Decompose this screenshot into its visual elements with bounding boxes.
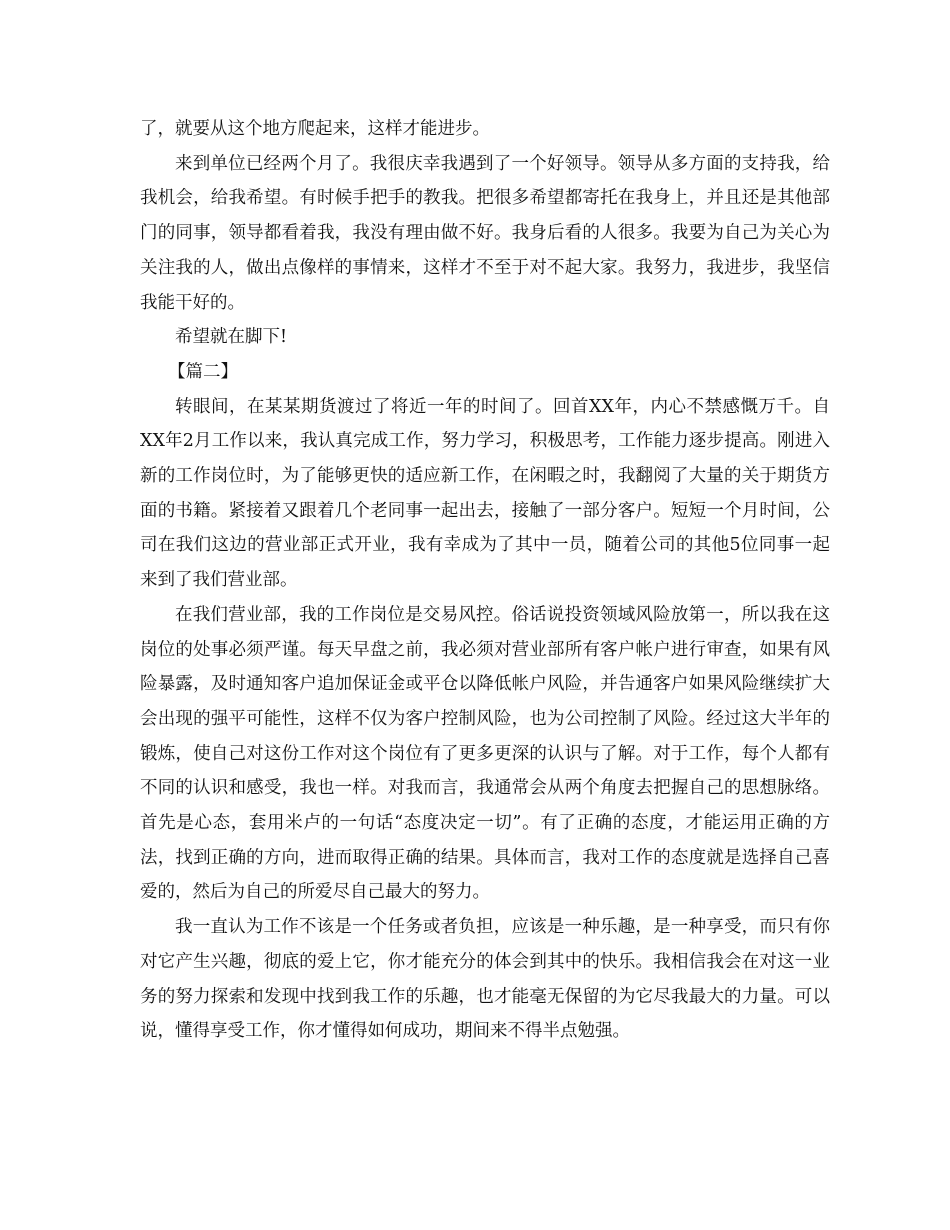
paragraph-risk-control: 在我们营业部，我的工作岗位是交易风控。俗话说投资领域风险放第一，所以我在这岗位的处事必须严谨。每天早盘之前，我必须对营业部所有客户帐户进行审查，如果有风险暴露，及时通知客户追加保证金或平仓以降低帐户风险，并告通客户如果风险继续扩大会出现的强平可能性，这样不仅为客户控制风险，也为公司控制了风险。经过这大半年的锻炼，使自己对这份工作对这个岗位有了更多更深的认识与了解。对于工作，每个人都有不同的认识和感受，我也一样。对我而言，我通常会从两个角度去把握自己的思想脉络。首先是心态，套用米卢的一句话“态度决定一切”。有了正确的态度，才能运用正确的方法，找到正确的方向，进而取得正确的结果。具体而言，我对工作的态度就是选择自己喜爱的，然后为自己的所爱尽自己最大的努力。 <box>140 604 830 903</box>
paragraph-continuation: 了，就要从这个地方爬起来，这样才能进步。 <box>140 119 490 139</box>
paragraph-hope: 希望就在脚下! <box>175 327 288 348</box>
paragraph-leader-support: 来到单位已经两个月了。我很庆幸我遇到了一个好领导。领导从多方面的支持我，给我机会，给我希望。有时候手把手的教我。把很多希望都寄托在我身上，并且还是其他部门的同事，领导都看着我，我没有理由做不好。我身后看的人很多。我要为自己为关心为关注我的人，做出点像样的事情来，这样才不至于对不起大家。我努力，我进步，我坚信我能干好的。 <box>140 153 830 313</box>
paragraph-work-enjoyment: 我一直认为工作不该是一个任务或者负担，应该是一种乐趣，是一种享受，而只有你对它产生兴趣，彻底的爱上它，你才能充分的体会到其中的快乐。我相信我会在对这一业务的努力探索和发现中找到我工作的乐趣，也才能毫无保留的为它尽我最大的力量。可以说，懂得享受工作，你才懂得如何成功，期间来不得半点勉强。 <box>140 917 830 1042</box>
paragraph-first-year: 转眼间，在某某期货渡过了将近一年的时间了。回首XX年，内心不禁感慨万千。自XX年2月工作以来，我认真完成工作，努力学习，积极思考，工作能力逐步提高。刚进入新的工作岗位时，为了能够更快的适应新工作，在闲暇之时，我翻阅了大量的关于期货方面的书籍。紧接着又跟着几个老同事一起出去，接触了一部分客户。短短一个月时间，公司在我们这边的营业部正式开业，我有幸成为了其中一员，随着公司的其他5位同事一起来到了我们营业部。 <box>140 396 830 591</box>
section-heading: 【篇二】 <box>168 361 238 382</box>
document-body <box>140 112 830 1049</box>
